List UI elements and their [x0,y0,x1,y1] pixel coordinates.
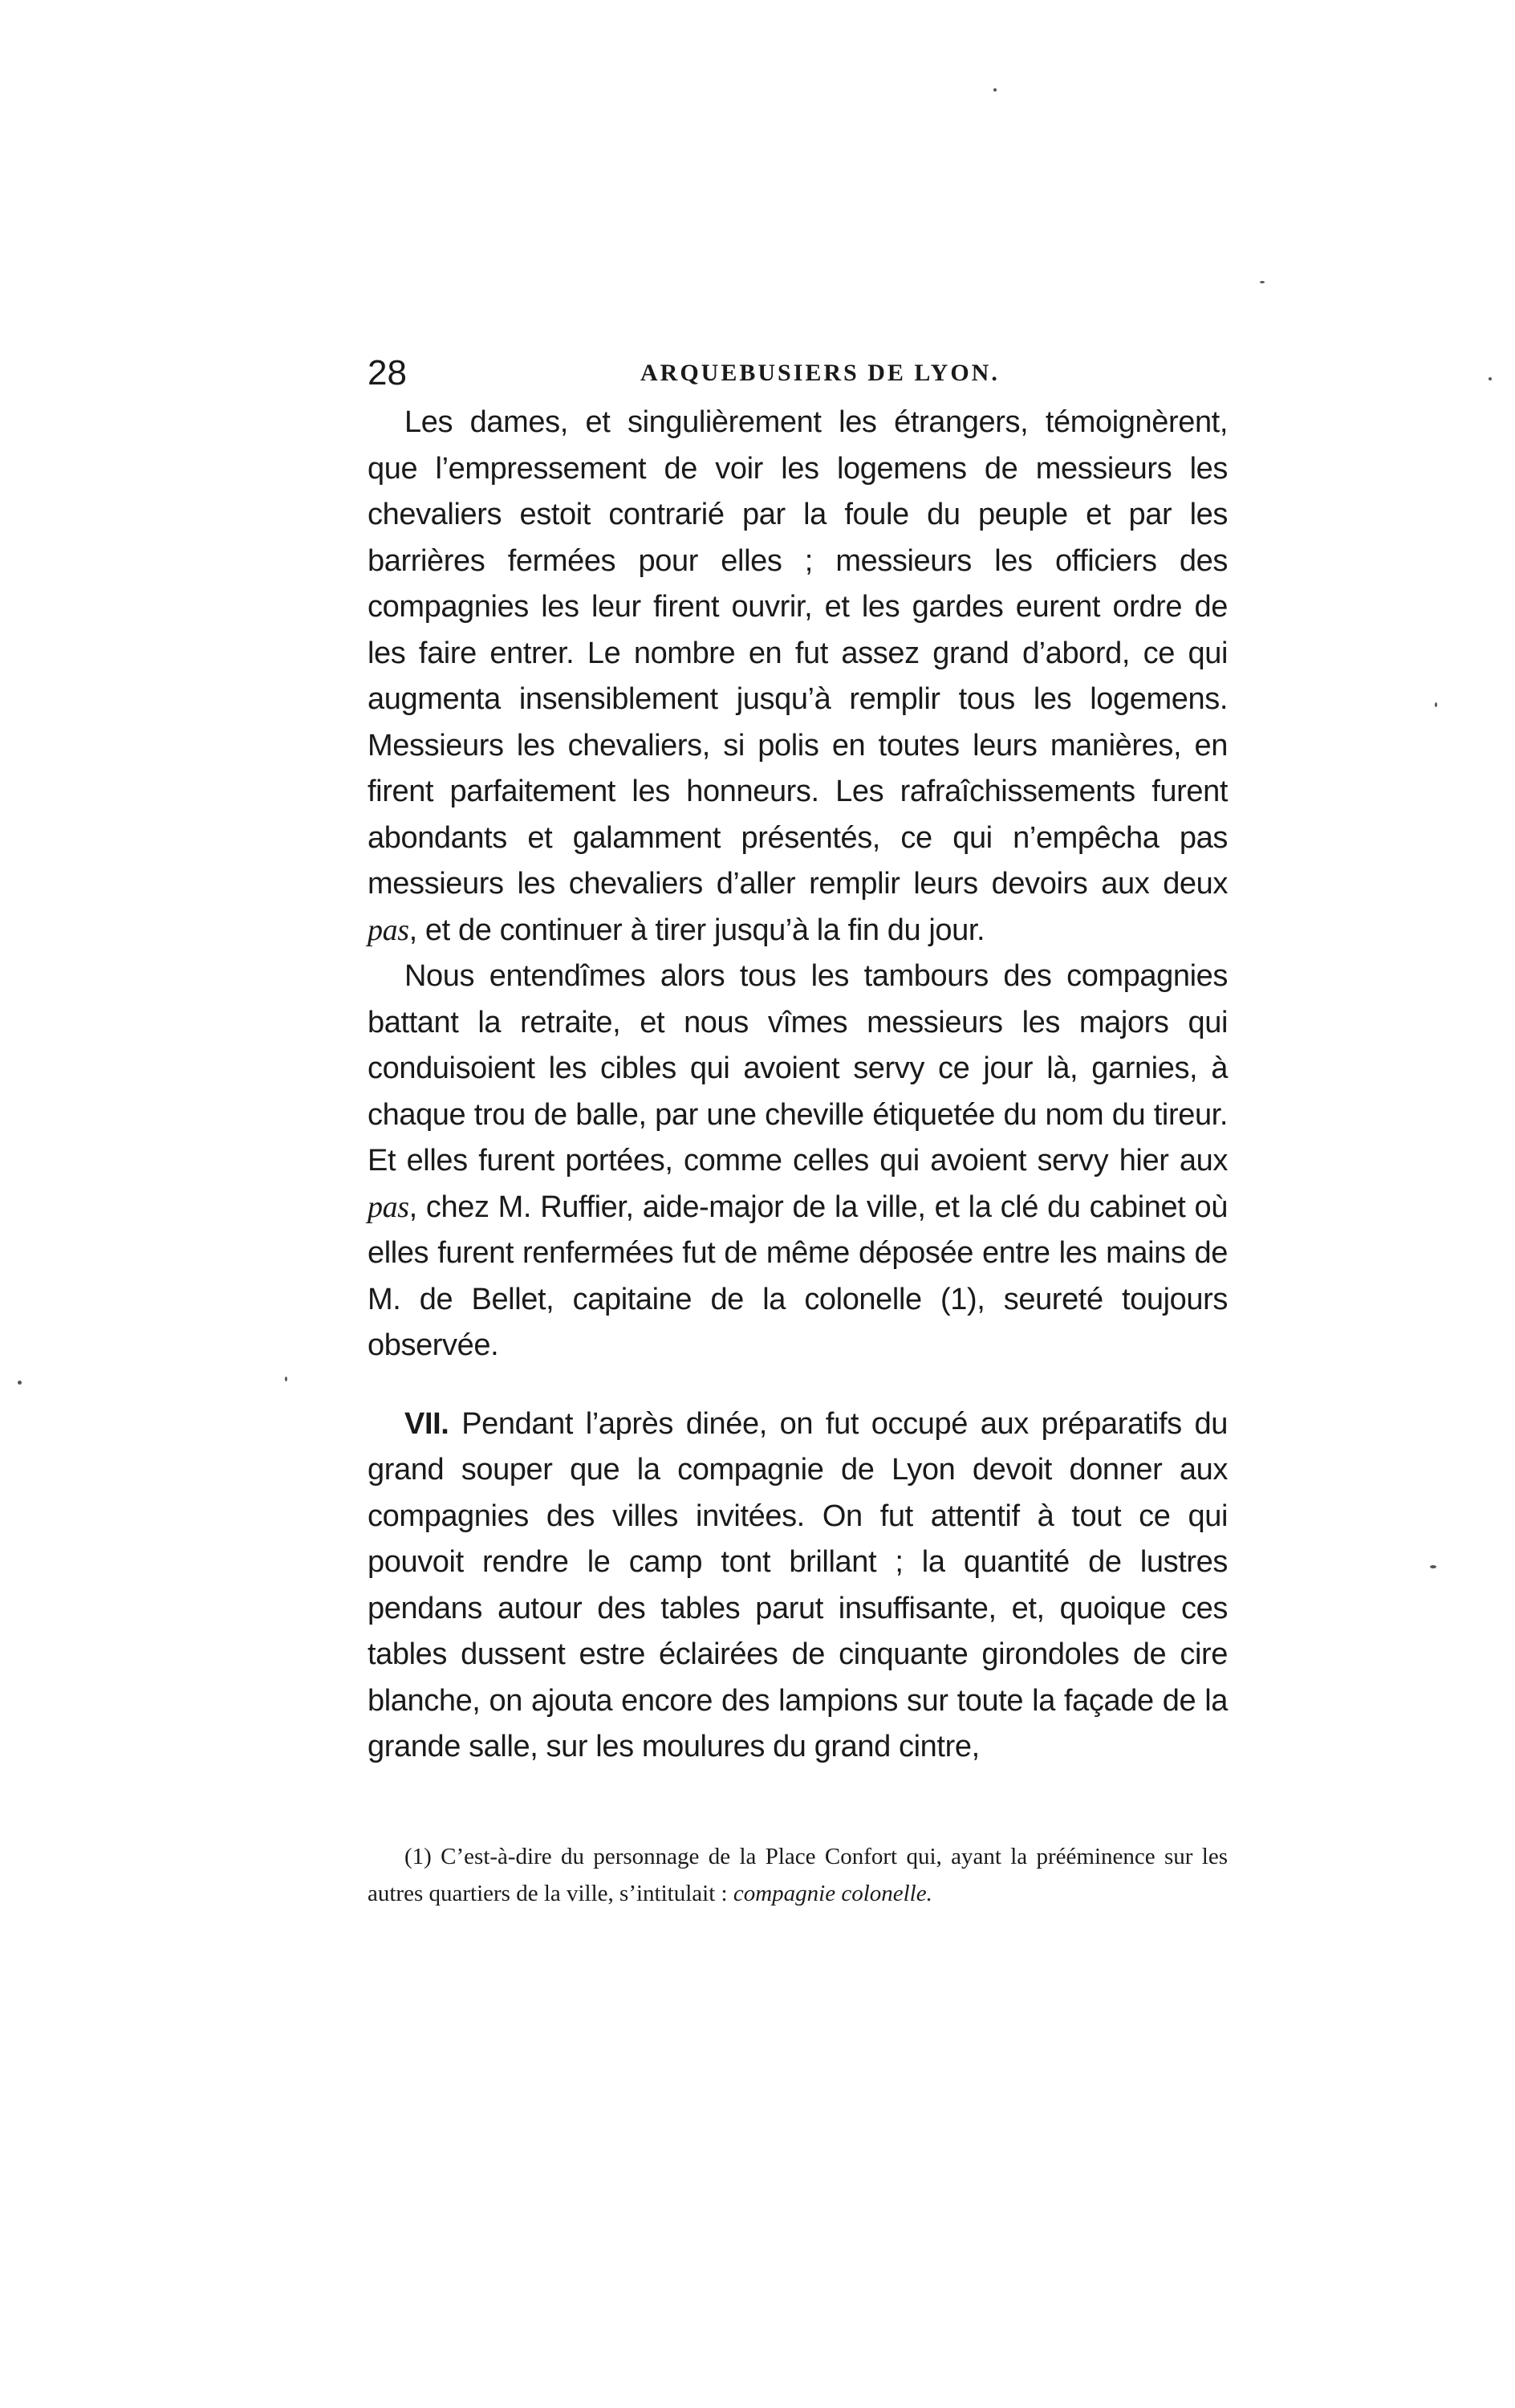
scan-speck [993,88,997,92]
scan-speck [1430,1565,1436,1568]
paragraph-3-text: Pendant l’après dinée, on fut occupé aux préparatifs du grand souper que la compagnie de Lyon devoit donner aux compagnies des villes invitées. On fut attentif à tout ce qui pouvoit rendre le camp tont brillant ; la quantité de lustres pendans autour des tables parut insuffisante, et, quoique ces tables dussent estre éclairées de cinquante girondoles de cire blanche, on ajouta encore des lampions sur toute la façade de la grande salle, sur les moulures du grand cintre, [368,1406,1228,1763]
section-number: VII. [404,1406,449,1441]
footnote-1-italic: compagnie colonelle. [733,1881,932,1906]
running-title: ARQUEBUSIERS DE LYON. [640,360,1000,386]
paragraph-2-end: , chez M. Ruffier, aide-major de la ville, et la clé du cabinet où elles furent renfermées fut de même déposée entre les mains de M. de Bellet, capitaine de la colonelle (1), seureté toujours observée. [368,1190,1228,1362]
main-text [368,400,1228,1771]
page-number: 28 [368,353,407,393]
footnote [368,1838,1228,1912]
footnote-1-text: (1) C’est-à-dire du personnage de la Place Confort qui, ayant la prééminence sur les autres quartiers de la ville, s’intitulait : [368,1844,1228,1906]
scan-speck [1260,281,1265,283]
scan-speck [18,1381,22,1385]
paragraph-1 [368,400,1228,954]
scan-speck [285,1377,287,1381]
footnote-1 [368,1838,1228,1912]
paragraph-2 [368,954,1228,1369]
paragraph-1-text: Les dames, et singulièrement les étrangers, témoignèrent, que l’empressement de voir les logemens de messieurs les chevaliers estoit contrarié par la foule du peuple et par les barrières fermées pour elles ; messieurs les officiers des compagnies les leur firent ouvrir, et les gardes eurent ordre de les faire entrer. Le nombre en fut assez grand d’abord, ce qui augmenta insensiblement jusqu’à remplir tous les logemens. Messieurs les chevaliers, si polis en toutes leurs manières, en firent parfaitement les honneurs. Les rafraîchissements furent abondants et galamment présentés, ce qui n’empêcha pas messieurs les chevaliers d’aller remplir leurs devoirs aux deux [368,405,1228,901]
page-header [368,349,1218,397]
paragraph-1-italic: pas [368,913,409,947]
paragraph-2-text: Nous entendîmes alors tous les tambours des compagnies battant la retraite, et nous vîmes messieurs les majors qui conduisoient les cibles qui avoient servy ce jour là, garnies, à chaque trou de balle, par une cheville étiquetée du nom du tireur. Et elles furent portées, comme celles qui avoient servy hier aux [368,959,1228,1178]
paragraph-3 [368,1401,1228,1771]
paragraph-1-end: , et de continuer à tirer jusqu’à la fin du jour. [408,913,985,947]
paragraph-2-italic: pas [368,1190,409,1224]
scan-speck [1435,702,1437,707]
scan-speck [1489,377,1492,380]
